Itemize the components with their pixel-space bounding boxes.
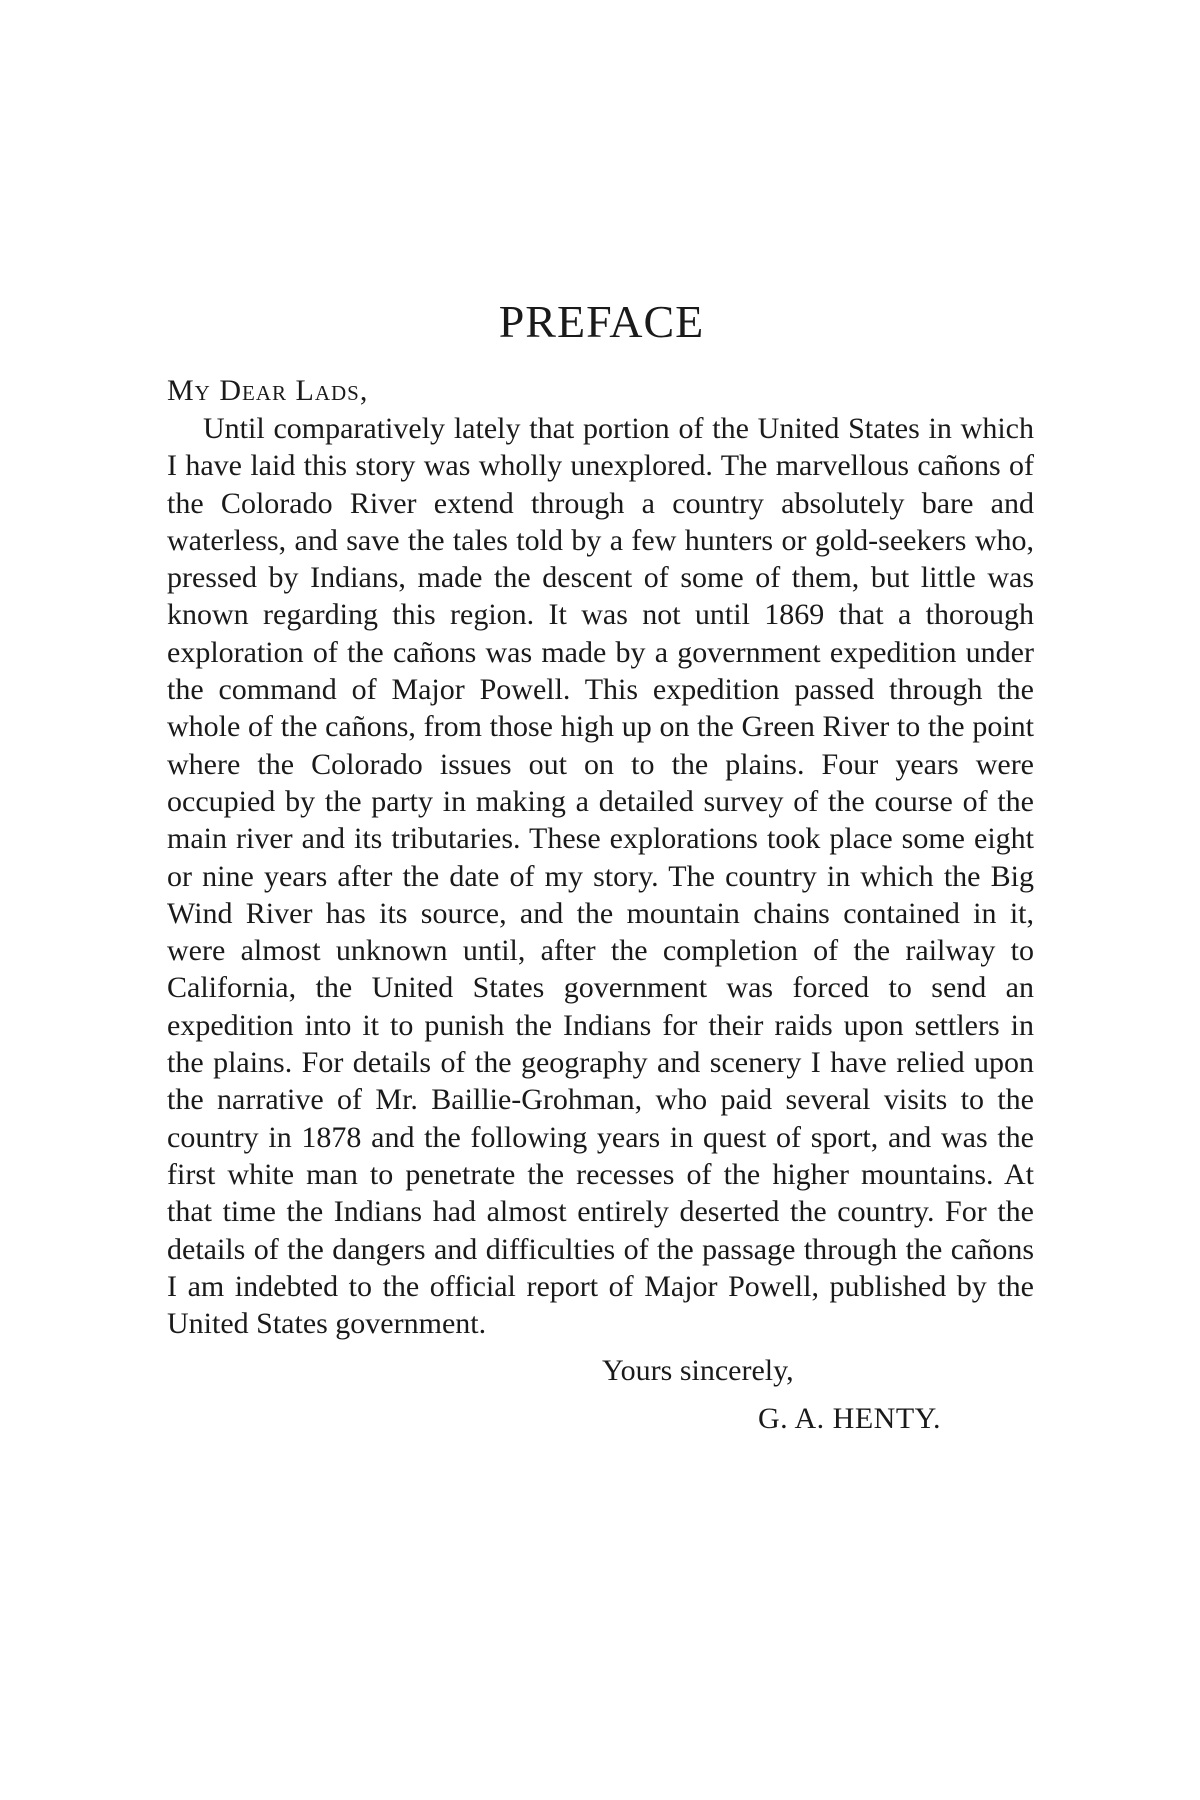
- preface-body: Until comparatively lately that portion of the United States in which I have laid this story was wholly unexplored. The marvellous cañons of the Colorado River extend through a country absolutely bare and waterless, and save the tales told by a few hunters or gold-seekers who, pressed by Indians, made the descent of some of them, but little was known regarding this region. It was not until 1869 that a thorough exploration of the cañons was made by a government expedition under the command of Major Powell. This expedition passed through the whole of the cañons, from those high up on the Green River to the point where the Colorado issues out on to the plains. Four years were occupied by the party in making a detailed survey of the course of the main river and its tributaries. These explorations took place some eight or nine years after the date of my story. The country in which the Big Wind River has its source, and the mountain chains contained in it, were almost unknown until, after the completion of the railway to California, the United States government was forced to send an expedition into it to punish the Indians for their raids upon settlers in the plains. For details of the geography and scenery I have relied upon the narrative of Mr. Baillie-Grohman, who paid several visits to the country in 1878 and the following years in quest of sport, and was the first white man to penetrate the recesses of the higher mountains. At that time the Indians had almost entirely deserted the country. For the details of the dangers and difficulties of the passage through the cañons I am indebted to the official report of Major Powell, published by the United States government.: [167, 412, 1034, 1341]
- closing: Yours sincerely,: [602, 1354, 794, 1388]
- salutation: My Dear Lads,: [167, 374, 369, 407]
- signature: G. A. HENTY.: [758, 1402, 941, 1436]
- page-title: PREFACE: [498, 296, 705, 347]
- preface-page: [167, 295, 1034, 1438]
